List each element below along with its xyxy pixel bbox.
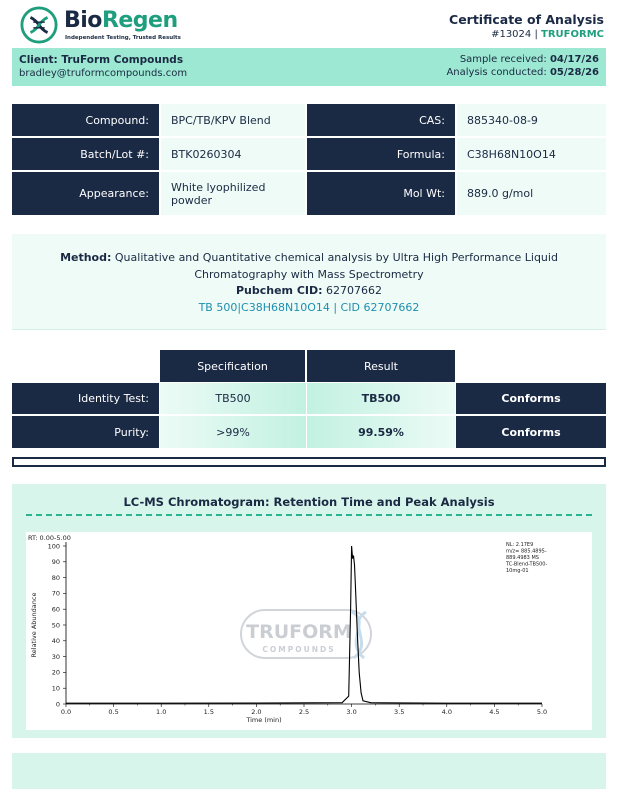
separator: |: [534, 29, 538, 40]
pubchem-link[interactable]: TB 500|C38H68N10O14 | CID 62707662: [198, 300, 420, 314]
result-row-identity: [12, 383, 606, 414]
spec-header: Specification: [160, 350, 305, 382]
batch-value: BTK0260304: [161, 138, 305, 170]
trace-info-line: m/z= 885.4895-: [506, 548, 547, 555]
trace-info-line: TC-Blend-TB500-: [506, 561, 548, 568]
conducted-date: 05/28/26: [549, 67, 599, 78]
document-number: #13024: [491, 29, 532, 40]
header: [12, 4, 606, 48]
cas-value: 885340-08-9: [457, 104, 606, 136]
x-tick-label: 2.0: [251, 708, 262, 716]
y-tick-label: 70: [51, 589, 60, 598]
x-tick-label: 4.5: [489, 708, 500, 716]
method-text-line1: Qualitative and Quantitative chemical analysis by Ultra High Performance Liquid: [114, 251, 558, 264]
x-tick-label: 5.0: [536, 708, 548, 716]
brand-part1: Bio: [64, 8, 102, 33]
received-row: [446, 54, 599, 65]
dashed-divider: [26, 514, 592, 516]
y-axis-label: Relative Abundance: [30, 592, 38, 658]
y-tick-label: 0: [55, 700, 60, 709]
y-tick-label: 60: [51, 605, 60, 614]
appearance-line1: White lyophilized: [171, 180, 266, 194]
received-label: Sample received:: [459, 54, 547, 65]
method-line1: [12, 250, 606, 267]
pubchem-line: [12, 283, 606, 300]
y-tick-label: 80: [51, 573, 60, 582]
x-tick-label: 0.5: [108, 708, 119, 716]
pubchem-label: Pubchem CID:: [235, 284, 323, 297]
compound-value: BPC/TB/KPV Blend: [161, 104, 305, 136]
conducted-label: Analysis conducted:: [446, 67, 547, 78]
trace-info-line: 10mg-01: [506, 568, 529, 574]
x-tick-label: 0.0: [60, 708, 72, 716]
x-tick-label: 1.0: [156, 708, 167, 716]
brand-name: [64, 8, 178, 33]
client-name: Client: TruForm Compounds: [19, 54, 184, 66]
method-section: [12, 234, 606, 330]
footer-panel: [12, 753, 606, 789]
y-tick-label: 90: [51, 558, 60, 567]
document-number-line: [491, 29, 604, 40]
appearance-value: [161, 172, 305, 215]
chromatogram-chart: [26, 532, 592, 730]
info-row-appearance: [12, 172, 606, 215]
client-bar: [12, 48, 606, 86]
x-tick-label: 4.0: [441, 708, 452, 716]
purity-status: Conforms: [456, 416, 606, 448]
tagline: Independent Testing, Trusted Results: [65, 35, 181, 41]
chromatogram-section: [12, 484, 606, 738]
molwt-value: 889.0 g/mol: [457, 172, 606, 215]
formula-value: C38H68N10O14: [457, 138, 606, 170]
batch-label: Batch/Lot #:: [12, 138, 159, 170]
dna-logo-icon: [20, 6, 58, 44]
purity-label: Purity:: [12, 416, 159, 448]
identity-status: Conforms: [456, 383, 606, 414]
watermark-top: TRUFORM: [246, 621, 352, 643]
identity-result: TB500: [307, 383, 455, 414]
purity-spec: >99%: [160, 416, 306, 448]
appearance-label: Appearance:: [12, 172, 159, 215]
rt-range-label: RT: 0.00-5.00: [28, 534, 71, 542]
received-date: 04/17/26: [549, 54, 599, 65]
info-row-batch: [12, 138, 606, 170]
trace-info-line: 889.4983 MS: [506, 555, 539, 561]
pubchem-value: 62707662: [326, 284, 383, 297]
y-tick-label: 50: [51, 621, 60, 630]
watermark-bottom: COMPOUNDS: [262, 645, 336, 654]
document-title: Certificate of Analysis: [449, 12, 604, 27]
divider-box: [12, 457, 606, 467]
result-row-purity: [12, 416, 606, 448]
x-tick-label: 3.0: [346, 708, 357, 716]
identity-spec: TB500: [160, 383, 306, 414]
x-axis-label: Time (min): [246, 716, 282, 724]
formula-label: Formula:: [307, 138, 455, 170]
info-row-compound: [12, 104, 606, 136]
trace-info: [505, 542, 547, 574]
client-email: bradley@truformcompounds.com: [19, 68, 188, 79]
y-tick-label: 20: [51, 668, 60, 677]
identity-label: Identity Test:: [12, 383, 159, 414]
appearance-line2: powder: [171, 193, 212, 207]
x-tick-label: 3.5: [394, 708, 405, 716]
truform-watermark: [241, 610, 371, 658]
compound-label: Compound:: [12, 104, 159, 136]
y-tick-label: 10: [51, 684, 60, 693]
y-tick-label: 100: [47, 542, 60, 551]
client-code: TRUFORMC: [541, 29, 604, 40]
cas-label: CAS:: [307, 104, 455, 136]
method-label: Method:: [60, 251, 112, 264]
purity-result: 99.59%: [307, 416, 455, 448]
trace-info-line: NL: 2.17E9: [506, 542, 534, 548]
y-tick-label: 40: [51, 637, 60, 646]
brand-part2: Regen: [101, 8, 178, 33]
conducted-row: [446, 67, 599, 78]
method-text-line2: Chromatography with Mass Spectrometry: [194, 267, 424, 281]
result-header: Result: [307, 350, 455, 382]
x-tick-label: 1.5: [203, 708, 214, 716]
chromatogram-plot-area: [26, 532, 592, 730]
chromatogram-title: LC-MS Chromatogram: Retention Time and Peak Analysis: [123, 495, 495, 509]
y-tick-label: 30: [51, 652, 60, 661]
molwt-label: Mol Wt:: [307, 172, 455, 215]
x-tick-label: 2.5: [298, 708, 310, 716]
